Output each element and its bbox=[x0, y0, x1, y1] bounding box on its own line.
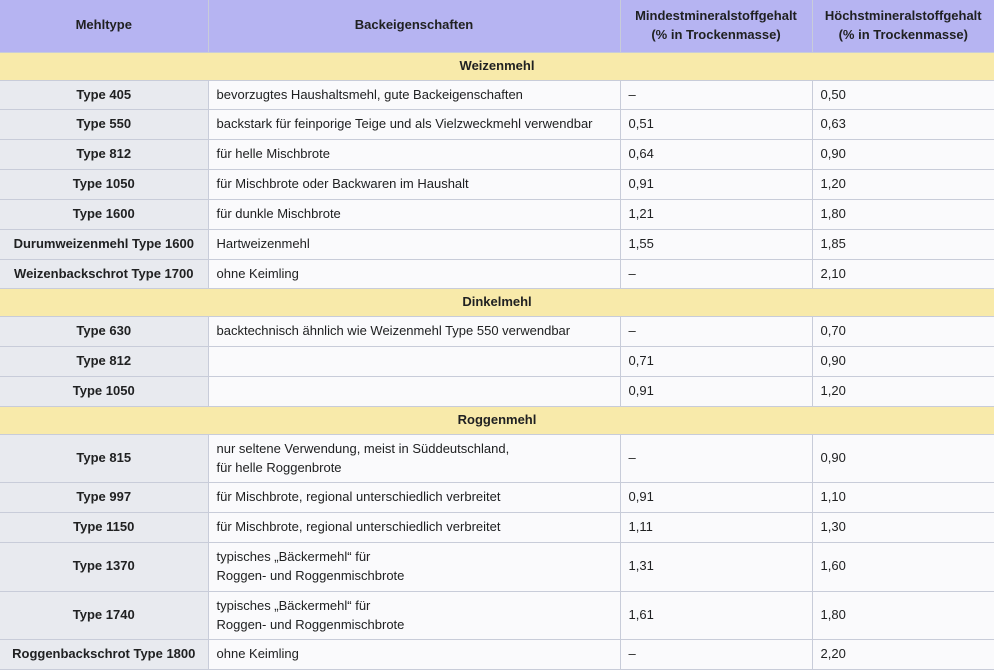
section-row bbox=[0, 52, 994, 80]
column-header-line: Mehltype bbox=[75, 17, 132, 33]
cell-max-mineral-content: 1,80 bbox=[812, 199, 994, 229]
cell-max-mineral-content: 1,20 bbox=[812, 376, 994, 406]
cell-min-mineral-content: 1,61 bbox=[620, 591, 812, 640]
cell-flour-type: Type 405 bbox=[0, 80, 208, 110]
table-row bbox=[0, 229, 994, 259]
description-line: für Mischbrote, regional unterschiedlich verbreitet bbox=[216, 489, 501, 505]
cell-baking-properties bbox=[208, 483, 620, 513]
description-line: backtechnisch ähnlich wie Weizenmehl Type 550 verwendbar bbox=[216, 323, 571, 339]
cell-baking-properties bbox=[208, 80, 620, 110]
cell-flour-type: Type 812 bbox=[0, 347, 208, 377]
section-title: Roggenmehl bbox=[0, 406, 994, 434]
cell-baking-properties bbox=[208, 640, 620, 670]
cell-min-mineral-content: 0,64 bbox=[620, 140, 812, 170]
cell-max-mineral-content: 1,85 bbox=[812, 229, 994, 259]
cell-max-mineral-content: 0,70 bbox=[812, 317, 994, 347]
table-header bbox=[0, 0, 994, 52]
description-line: für dunkle Mischbrote bbox=[216, 205, 341, 221]
cell-flour-type: Type 1050 bbox=[0, 170, 208, 200]
column-header-min bbox=[620, 0, 812, 52]
cell-flour-type: Type 1370 bbox=[0, 543, 208, 592]
section-row bbox=[0, 406, 994, 434]
cell-min-mineral-content: 1,31 bbox=[620, 543, 812, 592]
cell-max-mineral-content: 0,63 bbox=[812, 110, 994, 140]
cell-flour-type: Weizenbackschrot Type 1700 bbox=[0, 259, 208, 289]
cell-baking-properties bbox=[208, 259, 620, 289]
cell-flour-type: Durumweizenmehl Type 1600 bbox=[0, 229, 208, 259]
table-body bbox=[0, 52, 994, 670]
cell-min-mineral-content: 1,11 bbox=[620, 513, 812, 543]
cell-flour-type: Type 812 bbox=[0, 140, 208, 170]
cell-baking-properties bbox=[208, 434, 620, 483]
description-line: für helle Mischbrote bbox=[216, 146, 330, 162]
table-row bbox=[0, 434, 994, 483]
description-line: Roggen- und Roggenmischbrote bbox=[216, 567, 405, 583]
cell-min-mineral-content: 1,21 bbox=[620, 199, 812, 229]
cell-min-mineral-content: 0,71 bbox=[620, 347, 812, 377]
description-line: Hartweizenmehl bbox=[216, 235, 310, 251]
cell-max-mineral-content: 1,30 bbox=[812, 513, 994, 543]
cell-flour-type: Type 1740 bbox=[0, 591, 208, 640]
table-row bbox=[0, 483, 994, 513]
column-header-max bbox=[812, 0, 994, 52]
cell-baking-properties bbox=[208, 317, 620, 347]
description-line: nur seltene Verwendung, meist in Süddeutschland, bbox=[216, 440, 510, 456]
cell-max-mineral-content: 0,90 bbox=[812, 347, 994, 377]
table-row bbox=[0, 640, 994, 670]
cell-baking-properties bbox=[208, 513, 620, 543]
cell-flour-type: Type 1600 bbox=[0, 199, 208, 229]
table-row bbox=[0, 591, 994, 640]
cell-baking-properties bbox=[208, 543, 620, 592]
table-row bbox=[0, 317, 994, 347]
table-row bbox=[0, 376, 994, 406]
cell-max-mineral-content: 0,50 bbox=[812, 80, 994, 110]
cell-flour-type: Type 630 bbox=[0, 317, 208, 347]
description-line: für Mischbrote, regional unterschiedlich verbreitet bbox=[216, 519, 501, 535]
cell-flour-type: Type 1150 bbox=[0, 513, 208, 543]
description-line: ohne Keimling bbox=[216, 265, 299, 281]
section-row bbox=[0, 289, 994, 317]
cell-min-mineral-content: – bbox=[620, 317, 812, 347]
cell-min-mineral-content: 0,91 bbox=[620, 483, 812, 513]
table-row bbox=[0, 347, 994, 377]
cell-baking-properties bbox=[208, 199, 620, 229]
cell-baking-properties bbox=[208, 170, 620, 200]
cell-flour-type: Type 1050 bbox=[0, 376, 208, 406]
cell-baking-properties bbox=[208, 591, 620, 640]
description-line: Roggen- und Roggenmischbrote bbox=[216, 616, 405, 632]
cell-max-mineral-content: 0,90 bbox=[812, 434, 994, 483]
section-title: Dinkelmehl bbox=[0, 289, 994, 317]
cell-max-mineral-content: 2,10 bbox=[812, 259, 994, 289]
table-row bbox=[0, 259, 994, 289]
cell-flour-type: Type 550 bbox=[0, 110, 208, 140]
description-line: für Mischbrote oder Backwaren im Haushalt bbox=[216, 176, 469, 192]
column-header-line: Backeigenschaften bbox=[354, 17, 474, 33]
description-line: backstark für feinporige Teige und als Vielzweckmehl verwendbar bbox=[216, 116, 593, 132]
cell-baking-properties bbox=[208, 229, 620, 259]
cell-baking-properties bbox=[208, 110, 620, 140]
table-row bbox=[0, 140, 994, 170]
table-row bbox=[0, 110, 994, 140]
cell-min-mineral-content: 1,55 bbox=[620, 229, 812, 259]
cell-max-mineral-content: 1,80 bbox=[812, 591, 994, 640]
description-line: typisches „Bäckermehl“ für bbox=[216, 597, 371, 613]
cell-max-mineral-content: 1,60 bbox=[812, 543, 994, 592]
column-header-type bbox=[0, 0, 208, 52]
cell-flour-type: Type 815 bbox=[0, 434, 208, 483]
table-row bbox=[0, 80, 994, 110]
table-row bbox=[0, 170, 994, 200]
cell-max-mineral-content: 1,10 bbox=[812, 483, 994, 513]
column-header-line: (% in Trockenmasse) bbox=[651, 26, 781, 42]
cell-baking-properties bbox=[208, 347, 620, 377]
cell-flour-type: Type 997 bbox=[0, 483, 208, 513]
cell-max-mineral-content: 1,20 bbox=[812, 170, 994, 200]
cell-max-mineral-content: 0,90 bbox=[812, 140, 994, 170]
cell-flour-type: Roggenbackschrot Type 1800 bbox=[0, 640, 208, 670]
cell-min-mineral-content: – bbox=[620, 640, 812, 670]
cell-min-mineral-content: 0,91 bbox=[620, 170, 812, 200]
cell-min-mineral-content: 0,91 bbox=[620, 376, 812, 406]
section-title: Weizenmehl bbox=[0, 52, 994, 80]
table-header-row bbox=[0, 0, 994, 52]
description-line: typisches „Bäckermehl“ für bbox=[216, 549, 371, 565]
cell-min-mineral-content: 0,51 bbox=[620, 110, 812, 140]
description-line: ohne Keimling bbox=[216, 646, 299, 662]
cell-min-mineral-content: – bbox=[620, 434, 812, 483]
cell-min-mineral-content: – bbox=[620, 259, 812, 289]
cell-min-mineral-content: – bbox=[620, 80, 812, 110]
column-header-line: (% in Trockenmasse) bbox=[838, 26, 968, 42]
table-row bbox=[0, 513, 994, 543]
cell-max-mineral-content: 2,20 bbox=[812, 640, 994, 670]
table-row bbox=[0, 199, 994, 229]
description-line: für helle Roggenbrote bbox=[216, 459, 342, 475]
table-row bbox=[0, 543, 994, 592]
description-line: bevorzugtes Haushaltsmehl, gute Backeigenschaften bbox=[216, 86, 523, 102]
column-header-description bbox=[208, 0, 620, 52]
cell-baking-properties bbox=[208, 140, 620, 170]
column-header-line: Höchstmineralstoffgehalt bbox=[824, 8, 982, 23]
column-header-line: Mindestmineralstoffgehalt bbox=[635, 8, 797, 23]
cell-baking-properties bbox=[208, 376, 620, 406]
